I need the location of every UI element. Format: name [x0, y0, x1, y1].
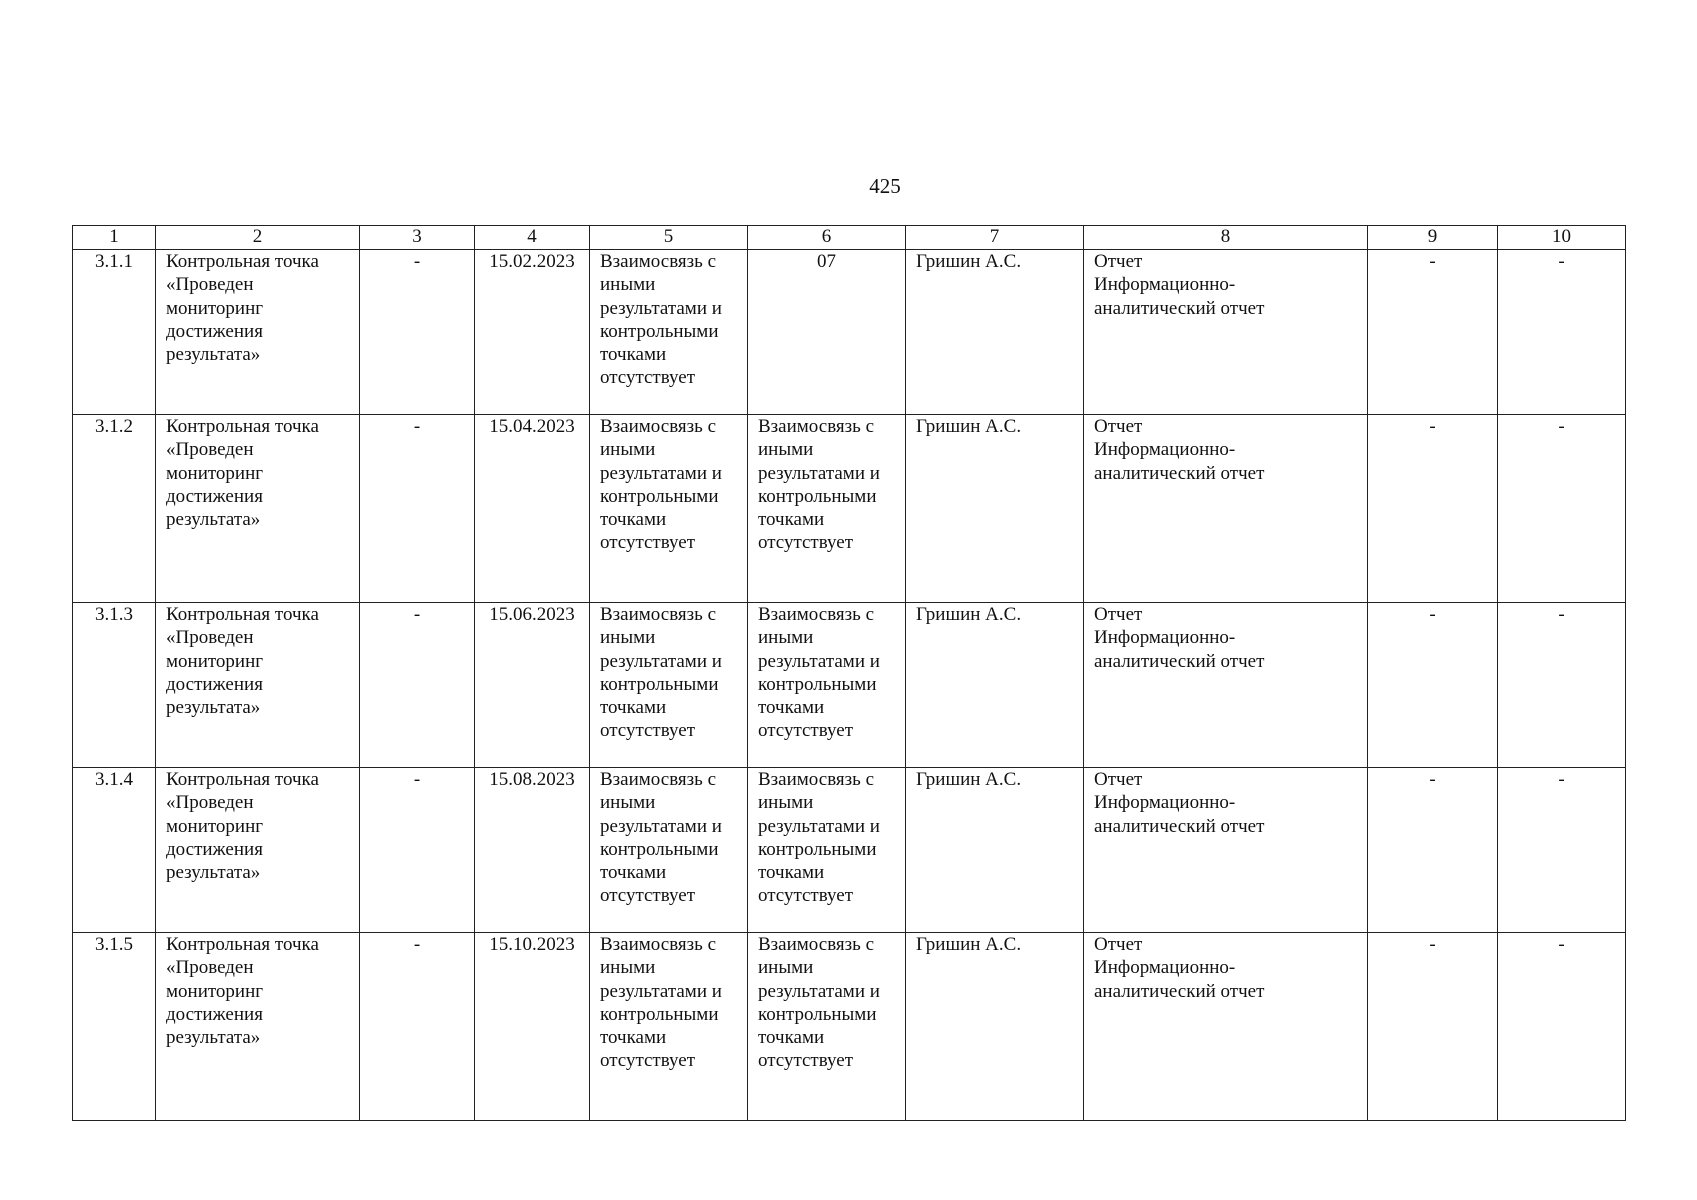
relationship-cell — [590, 415, 748, 603]
control-point-name-cell-line: мониторинг — [166, 980, 264, 1002]
column-6-cell-line: контрольными — [758, 485, 877, 507]
relationship-cell-line: иными — [600, 957, 656, 979]
control-point-name-cell-line: Контрольная точка — [166, 251, 319, 272]
report-type-cell-line: Информационно- — [1094, 792, 1236, 814]
responsible-person-cell: Гришин А.С. — [906, 250, 1084, 415]
date-cell: 15.04.2023 — [475, 415, 590, 603]
control-point-name-cell-line: «Проведен — [166, 274, 254, 296]
relationship-cell — [590, 250, 748, 415]
responsible-person-cell: Гришин А.С. — [906, 933, 1084, 1121]
row-number-cell: 3.1.2 — [73, 415, 156, 603]
control-point-name-cell-line: «Проведен — [166, 439, 254, 461]
column-6-cell-line: отсутствует — [758, 532, 854, 554]
relationship-cell-line: точками — [600, 509, 667, 531]
relationship-cell-line: результатами и — [600, 650, 722, 672]
column-6-cell-line: точками — [758, 509, 825, 531]
row-number-cell: 3.1.5 — [73, 933, 156, 1121]
control-point-name-cell-line: достижения — [166, 838, 263, 860]
control-point-name-cell-line: достижения — [166, 485, 263, 507]
column-6-cell — [748, 933, 906, 1121]
relationship-cell-line: Взаимосвязь с — [600, 769, 717, 790]
relationship-cell — [590, 768, 748, 933]
column-header: 3 — [360, 226, 475, 250]
report-type-cell — [1084, 933, 1368, 1121]
report-type-cell — [1084, 768, 1368, 933]
control-point-name-cell-line: «Проведен — [166, 957, 254, 979]
column-6-cell — [748, 415, 906, 603]
page-number: 425 — [869, 174, 901, 198]
report-type-cell — [1084, 603, 1368, 768]
column-9-cell: - — [1368, 933, 1498, 1121]
report-type-cell-line: Отчет — [1094, 934, 1143, 955]
report-type-cell-line: Отчет — [1094, 604, 1143, 625]
relationship-cell-line: точками — [600, 862, 667, 884]
column-6-cell-line: точками — [758, 862, 825, 884]
relationship-cell-line: Взаимосвязь с — [600, 416, 717, 437]
report-type-cell — [1084, 250, 1368, 415]
table-body — [73, 250, 1626, 1121]
column-6-cell-line: Взаимосвязь с — [758, 769, 875, 790]
column-9-cell: - — [1368, 768, 1498, 933]
column-6-cell — [748, 250, 906, 415]
column-10-cell: - — [1498, 933, 1626, 1121]
responsible-person-cell: Гришин А.С. — [906, 415, 1084, 603]
column-6-cell — [748, 603, 906, 768]
report-type-cell-line: аналитический отчет — [1094, 815, 1265, 837]
control-point-name-cell-line: результата» — [166, 344, 261, 366]
report-type-cell-line: Информационно- — [1094, 439, 1236, 461]
column-6-cell-line: результатами и — [758, 462, 880, 484]
column-header: 5 — [590, 226, 748, 250]
column-6-cell-line: контрольными — [758, 838, 877, 860]
responsible-person-cell: Гришин А.С. — [906, 603, 1084, 768]
table-row — [73, 768, 1626, 933]
control-point-name-cell-line: Контрольная точка — [166, 769, 319, 790]
report-type-cell-line: Информационно- — [1094, 957, 1236, 979]
column-10-cell: - — [1498, 603, 1626, 768]
column-6-cell — [748, 768, 906, 933]
control-point-name-cell-line: «Проведен — [166, 627, 254, 649]
column-header: 10 — [1498, 226, 1626, 250]
control-point-name-cell-line: «Проведен — [166, 792, 254, 814]
column-6-cell-line: точками — [758, 697, 825, 719]
column-3-cell: - — [360, 768, 475, 933]
column-6-cell-line: Взаимосвязь с — [758, 416, 875, 437]
control-point-name-cell-line: достижения — [166, 1003, 263, 1025]
relationship-cell-line: отсутствует — [600, 367, 696, 389]
relationship-cell-line: результатами и — [600, 980, 722, 1002]
table-row — [73, 250, 1626, 415]
report-type-cell-line: аналитический отчет — [1094, 980, 1265, 1002]
control-point-name-cell — [156, 768, 360, 933]
column-header: 8 — [1084, 226, 1368, 250]
report-type-cell-line: аналитический отчет — [1094, 650, 1265, 672]
relationship-cell — [590, 933, 748, 1121]
column-header: 2 — [156, 226, 360, 250]
column-6-cell-line: Взаимосвязь с — [758, 604, 875, 625]
relationship-cell-line: иными — [600, 792, 656, 814]
control-point-name-cell-line: мониторинг — [166, 650, 264, 672]
column-6-cell-line: иными — [758, 792, 814, 814]
relationship-cell-line: точками — [600, 697, 667, 719]
control-point-name-cell-line: мониторинг — [166, 815, 264, 837]
report-type-cell-line: Отчет — [1094, 251, 1143, 272]
column-header: 6 — [748, 226, 906, 250]
column-6-cell-line: отсутствует — [758, 1050, 854, 1072]
column-3-cell: - — [360, 933, 475, 1121]
column-6-cell-line: контрольными — [758, 1003, 877, 1025]
control-point-name-cell-line: достижения — [166, 673, 263, 695]
control-point-name-cell — [156, 250, 360, 415]
column-header: 1 — [73, 226, 156, 250]
column-6-cell-line: иными — [758, 439, 814, 461]
column-6-cell-line: отсутствует — [758, 885, 854, 907]
column-10-cell: - — [1498, 250, 1626, 415]
header-row — [73, 226, 1626, 250]
column-6-cell-line: Взаимосвязь с — [758, 934, 875, 955]
date-cell: 15.06.2023 — [475, 603, 590, 768]
column-header: 4 — [475, 226, 590, 250]
control-point-name-cell-line: Контрольная точка — [166, 604, 319, 625]
responsible-person-cell: Гришин А.С. — [906, 768, 1084, 933]
control-point-name-cell-line: результата» — [166, 1027, 261, 1049]
report-type-cell-line: аналитический отчет — [1094, 462, 1265, 484]
column-6-cell-line: результатами и — [758, 650, 880, 672]
relationship-cell — [590, 603, 748, 768]
column-3-cell: - — [360, 603, 475, 768]
column-header: 7 — [906, 226, 1084, 250]
column-9-cell: - — [1368, 250, 1498, 415]
column-6-cell-line: иными — [758, 957, 814, 979]
column-6-cell-line: иными — [758, 627, 814, 649]
column-3-cell: - — [360, 250, 475, 415]
relationship-cell-line: контрольными — [600, 320, 719, 342]
column-6-cell-line: 07 — [817, 251, 836, 272]
report-type-cell-line: Отчет — [1094, 769, 1143, 790]
relationship-cell-line: отсутствует — [600, 532, 696, 554]
date-cell: 15.10.2023 — [475, 933, 590, 1121]
report-type-cell-line: Информационно- — [1094, 627, 1236, 649]
control-point-name-cell — [156, 933, 360, 1121]
relationship-cell-line: иными — [600, 439, 656, 461]
control-point-name-cell — [156, 415, 360, 603]
column-6-cell-line: точками — [758, 1027, 825, 1049]
control-point-name-cell-line: мониторинг — [166, 462, 264, 484]
row-number-cell: 3.1.1 — [73, 250, 156, 415]
column-6-cell-line: отсутствует — [758, 720, 854, 742]
relationship-cell-line: Взаимосвязь с — [600, 934, 717, 955]
relationship-cell-line: контрольными — [600, 485, 719, 507]
control-point-name-cell-line: результата» — [166, 697, 261, 719]
row-number-cell: 3.1.3 — [73, 603, 156, 768]
relationship-cell-line: контрольными — [600, 673, 719, 695]
relationship-cell-line: отсутствует — [600, 885, 696, 907]
column-6-cell-line: контрольными — [758, 673, 877, 695]
date-cell: 15.08.2023 — [475, 768, 590, 933]
report-type-cell — [1084, 415, 1368, 603]
column-6-cell-line: результатами и — [758, 980, 880, 1002]
relationship-cell-line: Взаимосвязь с — [600, 251, 717, 272]
column-header: 9 — [1368, 226, 1498, 250]
row-number-cell: 3.1.4 — [73, 768, 156, 933]
control-points-table — [72, 225, 1626, 1121]
column-3-cell: - — [360, 415, 475, 603]
report-type-cell-line: Информационно- — [1094, 274, 1236, 296]
relationship-cell-line: точками — [600, 1027, 667, 1049]
relationship-cell-line: иными — [600, 274, 656, 296]
control-point-name-cell-line: достижения — [166, 320, 263, 342]
relationship-cell-line: Взаимосвязь с — [600, 604, 717, 625]
column-6-cell-line: результатами и — [758, 815, 880, 837]
relationship-cell-line: контрольными — [600, 838, 719, 860]
column-10-cell: - — [1498, 415, 1626, 603]
column-9-cell: - — [1368, 603, 1498, 768]
relationship-cell-line: результатами и — [600, 815, 722, 837]
control-point-name-cell-line: результата» — [166, 862, 261, 884]
report-type-cell-line: аналитический отчет — [1094, 297, 1265, 319]
relationship-cell-line: результатами и — [600, 462, 722, 484]
date-cell: 15.02.2023 — [475, 250, 590, 415]
relationship-cell-line: точками — [600, 344, 667, 366]
control-point-name-cell-line: мониторинг — [166, 297, 264, 319]
column-9-cell: - — [1368, 415, 1498, 603]
control-point-name-cell-line: результата» — [166, 509, 261, 531]
relationship-cell-line: отсутствует — [600, 1050, 696, 1072]
relationship-cell-line: контрольными — [600, 1003, 719, 1025]
control-point-name-cell — [156, 603, 360, 768]
relationship-cell-line: результатами и — [600, 297, 722, 319]
column-10-cell: - — [1498, 768, 1626, 933]
table-row — [73, 415, 1626, 603]
report-type-cell-line: Отчет — [1094, 416, 1143, 437]
control-point-name-cell-line: Контрольная точка — [166, 934, 319, 955]
relationship-cell-line: отсутствует — [600, 720, 696, 742]
table-row — [73, 603, 1626, 768]
table-row — [73, 933, 1626, 1121]
relationship-cell-line: иными — [600, 627, 656, 649]
control-point-name-cell-line: Контрольная точка — [166, 416, 319, 437]
